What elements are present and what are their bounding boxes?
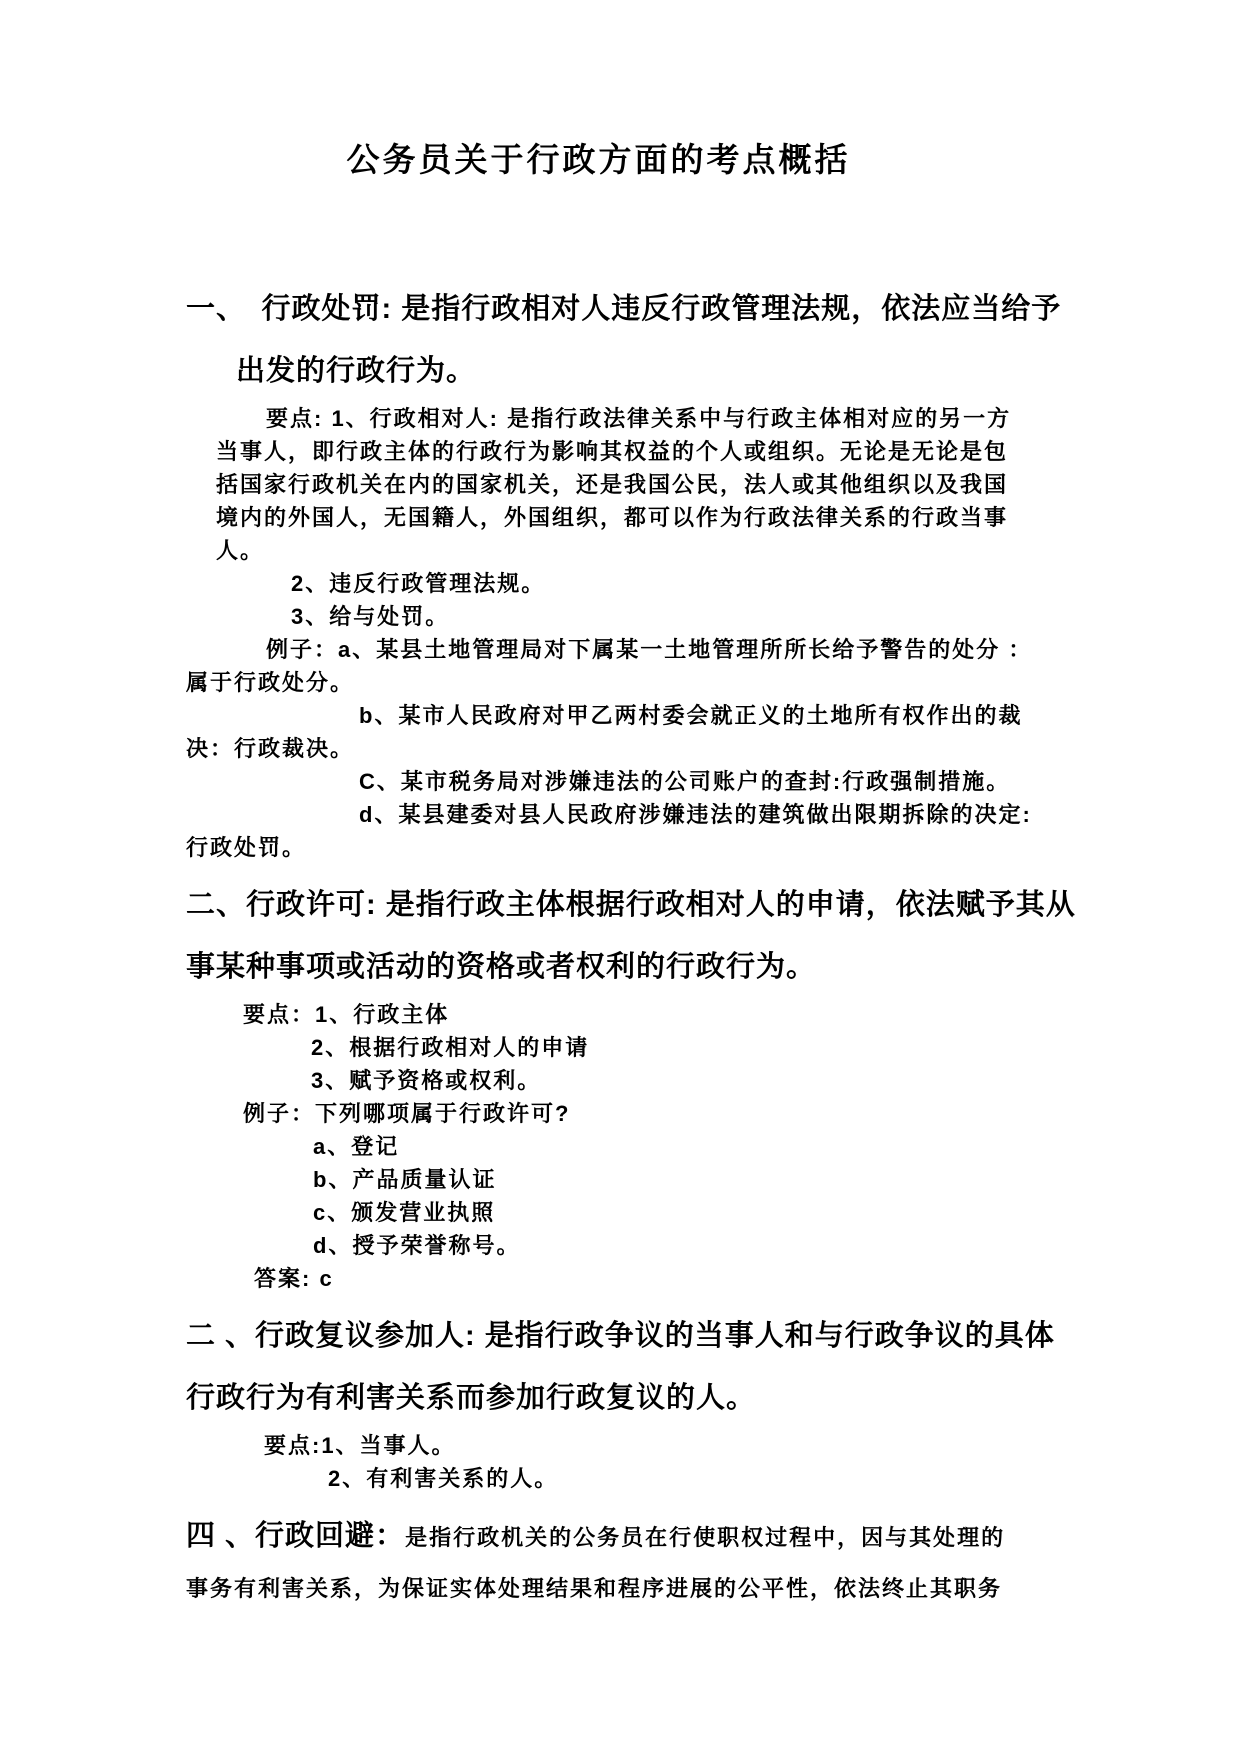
section1-keypoint2: 2、违反行政管理法规。: [291, 571, 546, 596]
section2-option-b: b、产品质量认证: [313, 1167, 497, 1192]
section1-keypoint1-line1: 要点: 1、行政相对人: 是指行政法律关系中与行政主体相对应的另一方: [266, 406, 1012, 431]
section1-heading-line1: 一、 行政处罚: 是指行政相对人违反行政管理法规，依法应当给予: [186, 293, 1062, 325]
section4-heading-line2: 事务有利害关系，为保证实体处理结果和程序进展的公平性，依法终止其职务: [186, 1576, 1003, 1601]
section1-example-c: C、某市税务局对涉嫌违法的公司账户的查封:行政强制措施。: [359, 769, 1011, 794]
section1-keypoint1-line3: 括国家行政机关在内的国家机关，还是我国公民，法人或其他组织以及我国: [216, 472, 1009, 497]
section1-example-d-line1: d、某县建委对县人民政府涉嫌违法的建筑做出限期拆除的决定:: [359, 802, 1032, 827]
section1-example-d-line2: 行政处罚。: [186, 835, 307, 860]
section1-example-b-line1: b、某市人民政府对甲乙两村委会就正义的土地所有权作出的裁: [359, 703, 1023, 728]
section2-keypoint2: 2、根据行政相对人的申请: [311, 1035, 590, 1060]
section2-option-c: c、颁发营业执照: [313, 1200, 496, 1225]
section2-example-question: 例子：下列哪项属于行政许可?: [243, 1101, 571, 1126]
section2-heading-line1: 二、行政许可: 是指行政主体根据行政相对人的申请，依法赋予其从: [186, 889, 1076, 921]
section2-option-a: a、登记: [313, 1134, 400, 1159]
section1-keypoint1-line5: 人。: [216, 538, 265, 563]
section4-heading-rest: 是指行政机关的公务员在行使职权过程中，因与其处理的: [405, 1525, 1006, 1550]
section3-heading-line2: 行政行为有利害关系而参加行政复议的人。: [186, 1382, 757, 1414]
section3-keypoint1: 要点:1、当事人。: [264, 1433, 456, 1458]
section1-keypoint3: 3、给与处罚。: [291, 604, 450, 629]
section1-example-b-line2: 决：行政裁决。: [186, 736, 355, 761]
section4-heading-lead: 四 、行政回避：: [186, 1520, 406, 1552]
section1-example-a-line2: 属于行政处分。: [186, 670, 355, 695]
section2-option-d: d、授予荣誉称号。: [313, 1233, 521, 1258]
section4-heading-line1: [186, 1505, 1181, 1569]
section3-keypoint2: 2、有利害关系的人。: [328, 1466, 559, 1491]
section1-keypoint1-line4: 境内的外国人，无国籍人，外国组织，都可以作为行政法律关系的行政当事: [216, 505, 1009, 530]
section2-answer: 答案: c: [254, 1266, 334, 1291]
section1-example-a-line1: 例子：a、某县土地管理局对下属某一土地管理所所长给予警告的处分 ：: [266, 637, 1033, 662]
section3-heading-line1: 二 、行政复议参加人: 是指行政争议的当事人和与行政争议的具体: [186, 1320, 1055, 1352]
doc-title: 公务员关于行政方面的考点概括: [346, 141, 851, 178]
section2-keypoint3: 3、赋予资格或权利。: [311, 1068, 542, 1093]
section2-keypoint1: 要点：1、行政主体: [243, 1002, 450, 1027]
section2-heading-line2: 事某种事项或活动的资格或者权利的行政行为。: [186, 951, 817, 983]
section1-heading-line2: 出发的行政行为。: [236, 355, 477, 387]
section1-keypoint1-line2: 当事人，即行政主体的行政行为影响其权益的个人或组织。无论是无论是包: [216, 439, 1009, 464]
